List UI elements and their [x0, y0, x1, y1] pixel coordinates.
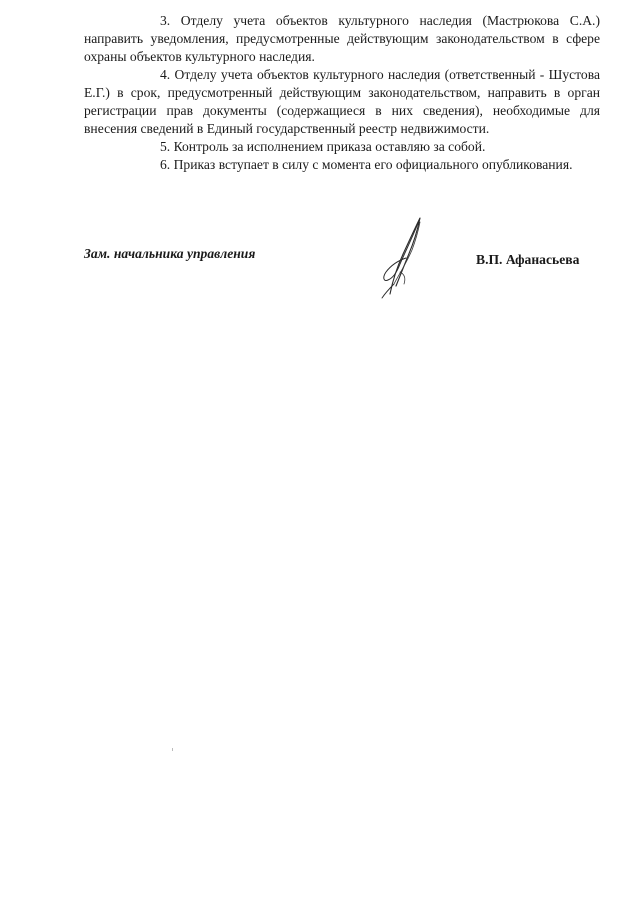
signatory-position: Зам. начальника управления [84, 246, 256, 261]
paragraph-number: 5. [160, 139, 171, 154]
paragraph-text: Отделу учета объектов культурного наследия (Мастрюкова С.А.) направить уведомления, предусмотренные действующим законодательством в сфере охраны объектов культурного наследия. [84, 13, 600, 64]
paragraph-number: 3. [160, 13, 171, 28]
paragraph-6 [84, 156, 600, 174]
paragraph-4 [84, 66, 600, 138]
paragraph-number: 4. [160, 67, 171, 82]
paragraph-5 [84, 138, 600, 156]
paragraph-3 [84, 12, 600, 66]
scan-speck [172, 748, 173, 751]
paragraph-text: Отделу учета объектов культурного наследия (ответственный - Шустова Е.Г.) в срок, предусмотренный действующим законодательством, направить в орган регистрации прав документы (содержащиеся в них сведения), необходимые для внесения сведений в Единый государственный реестр недвижимости. [84, 67, 600, 136]
paragraph-text: Контроль за исполнением приказа оставляю за собой. [173, 139, 486, 154]
order-body [84, 12, 600, 174]
signatory-name: В.П. Афанасьева [476, 252, 580, 267]
paragraph-text: Приказ вступает в силу с момента его официального опубликования. [173, 157, 573, 172]
handwritten-signature-icon [360, 214, 430, 300]
signature-block [84, 240, 600, 310]
paragraph-number: 6. [160, 157, 171, 172]
